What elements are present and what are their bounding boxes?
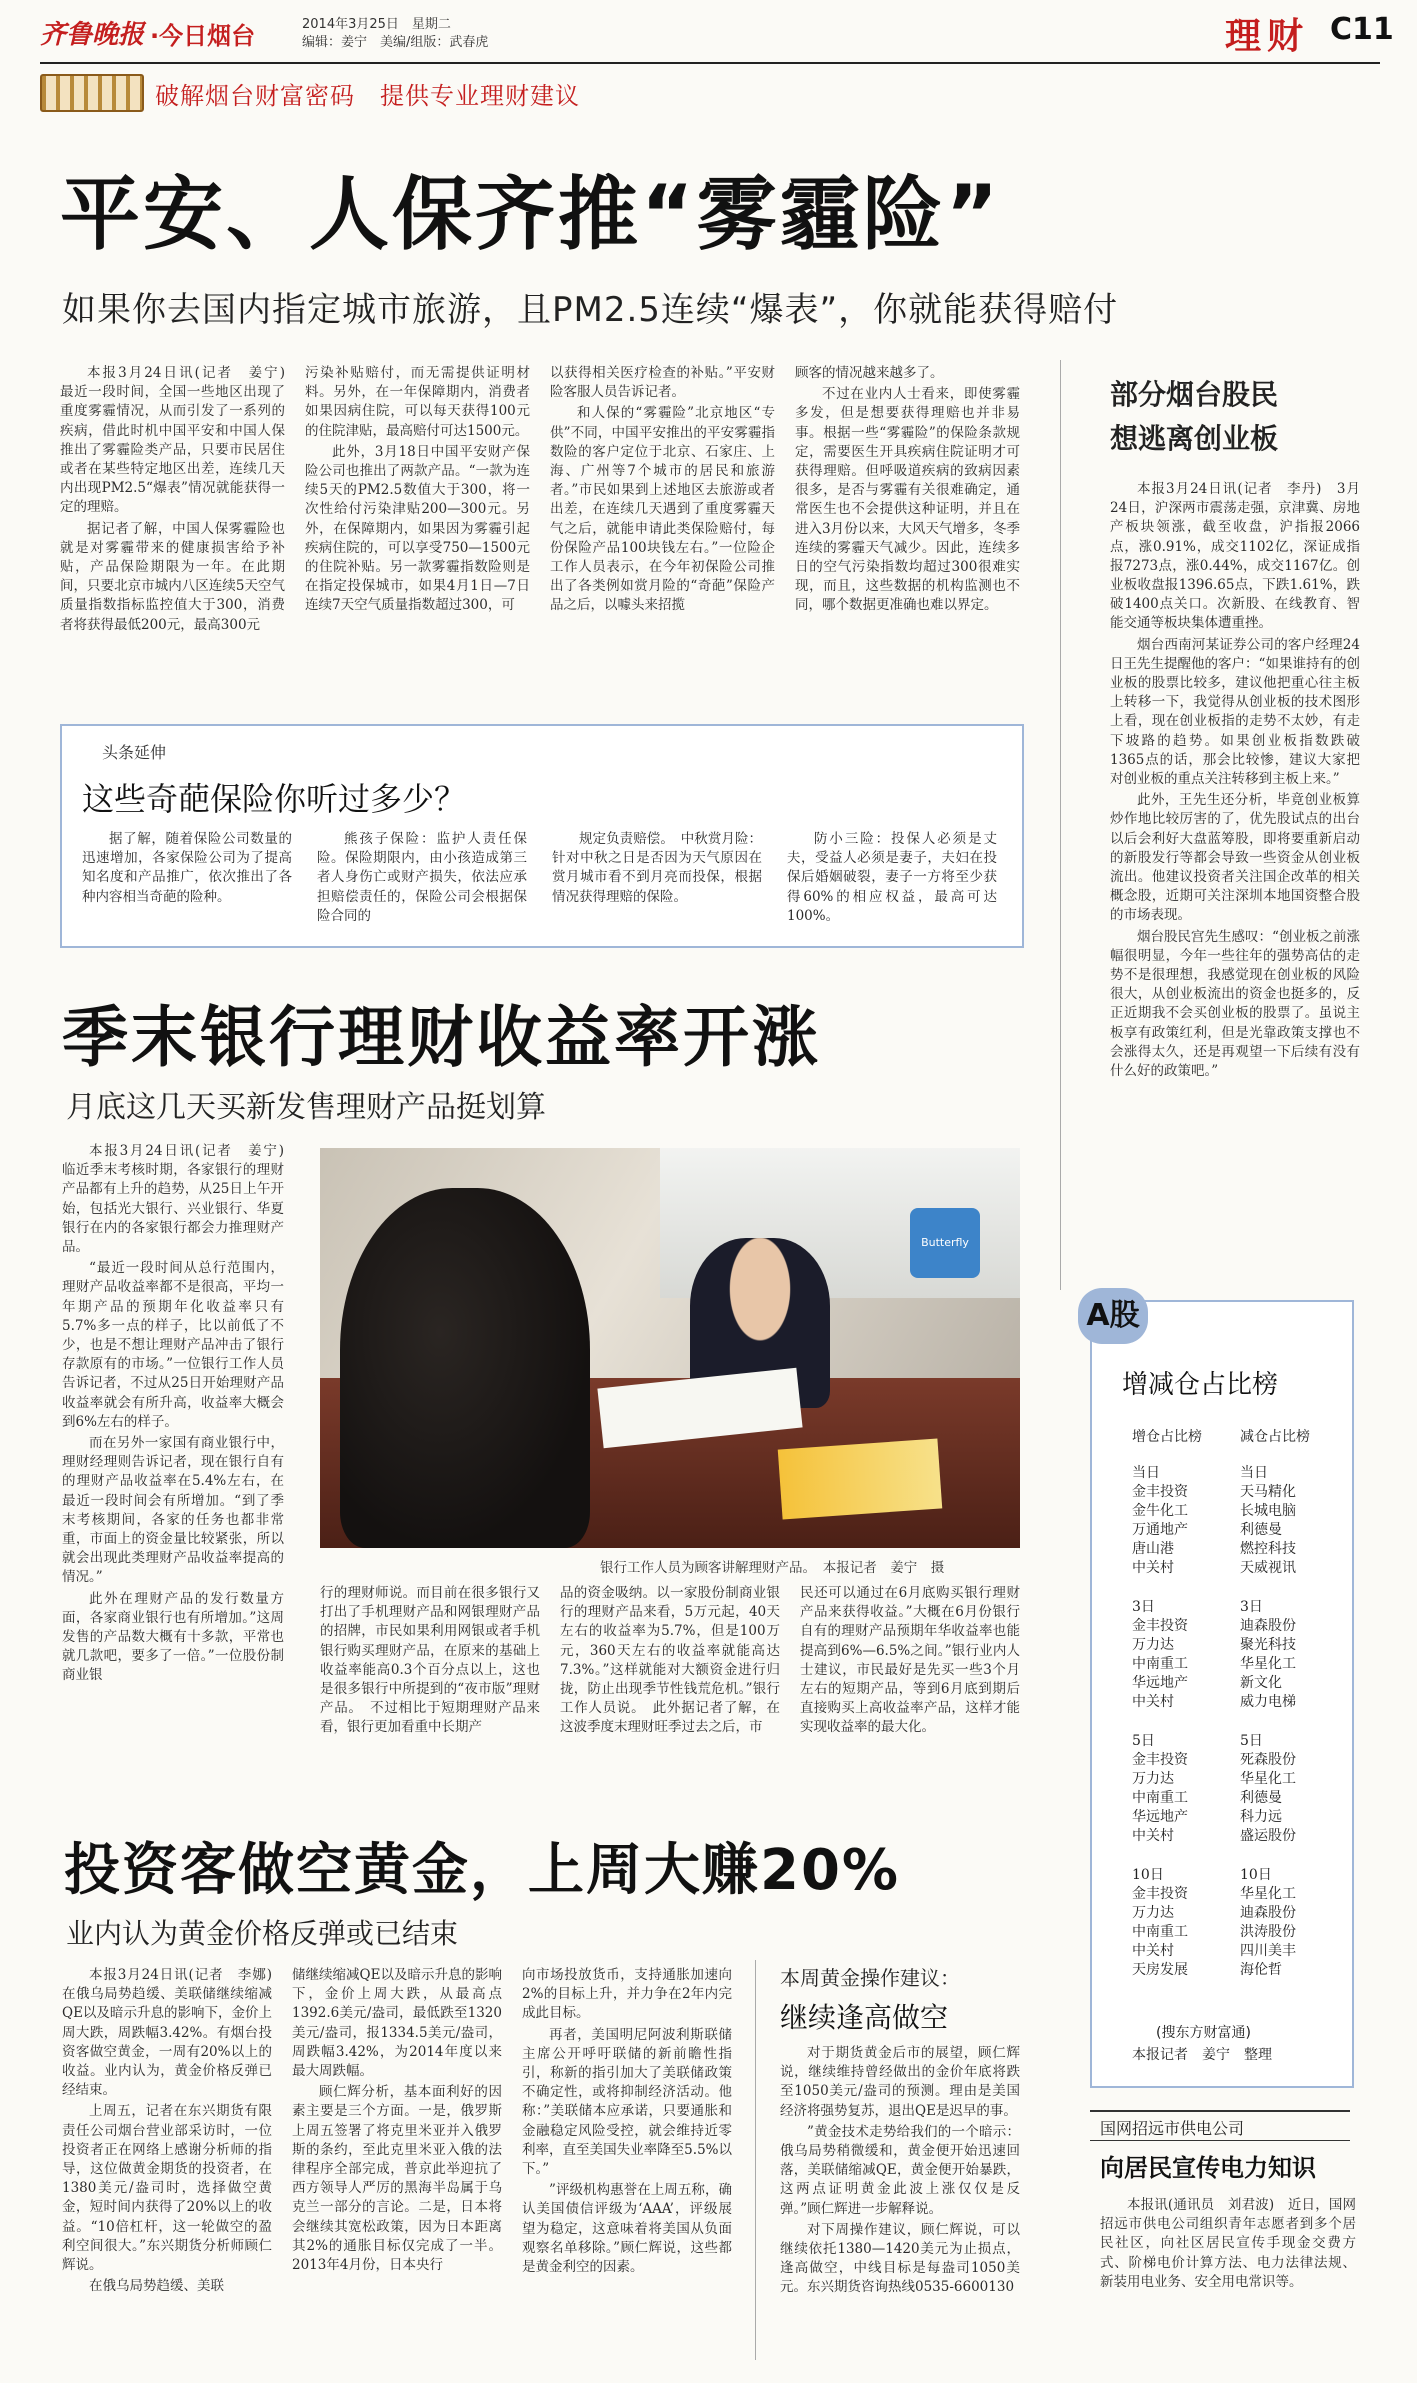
box-para: 据了解，随着保险公司数量的迅速增加，各家保险公司为了提高知名度和产品推广，依次推出了各种内容相当奇葩的险种。	[82, 831, 292, 905]
power-title: 向居民宣传电力知识	[1100, 2154, 1316, 2182]
article1-para: 据记者了解，中国人保雾霾险也就是对雾霾带来的健康损害给予补贴，产品保险期限为一年。在此期间，只要北京市城内八区连续5天空气质量指数指标监控值大于300，消费者将获得最低200元，最高300元	[60, 520, 285, 633]
box-para: 防小三险：投保人必须是丈夫，受益人必须是妻子，夫妇在投保后婚姻破裂，妻子一方将至少获得60%的相应权益，最高可达100%。	[787, 831, 997, 924]
dec-head: 减仓占比榜	[1240, 1429, 1310, 1445]
stock-name: 聚光科技	[1240, 1637, 1296, 1653]
stock-name: 科力远	[1240, 1809, 1282, 1825]
article1-para: 以获得相关医疗检查的补贴。”平安财险客服人员告诉记者。	[550, 365, 775, 401]
box-tag: 头条延伸	[102, 743, 167, 762]
article3-para: 向市场投放货币，支持通胀加速向2%的目标上升，并力争在2年内完成此目标。	[522, 1967, 732, 2022]
abacus-icon	[40, 74, 144, 112]
article2-para: 品的资金吸纳。以一家股份制商业银行的理财产品来看，5万元起，40天左右的收益率为5.7%，但是100万元，360天左右的收益率就能高达7.3%。”这样就能对大额资金进行归拢，防止出现季节性钱荒危机。”银行工作人员说。 此外据记者了解，在这波季度末理财旺季过去之后，市	[560, 1585, 780, 1736]
article2-col-4	[800, 1584, 1020, 1782]
article2-para: 此外在理财产品的发行数量方面，各家商业银行也有所增加。”这周发售的产品数大概有十多款，平常也就几款吧，要多了一倍。”一位股份制商业银	[62, 1590, 284, 1684]
group-day-inc: 5日	[1132, 1733, 1155, 1749]
gold-side-text	[780, 2044, 1020, 2364]
article3-subtitle: 业内认为黄金价格反弹或已结束	[66, 1917, 459, 1950]
stock-name: 唐山港	[1132, 1541, 1174, 1557]
article1-title: 平安、人保齐推“雾霾险”	[60, 168, 1002, 261]
stock-name: 四川美丰	[1240, 1943, 1296, 1959]
stock-name: 华远地产	[1132, 1809, 1188, 1825]
group-day-inc: 3日	[1132, 1599, 1155, 1615]
header-rule	[40, 62, 1380, 64]
side1-para: 本报3月24日讯(记者 李丹) 3月24日，沪深两市震荡走强，京津冀、房地产板块领涨，截至收盘，沪指报2066点，涨0.91%，成交1102亿，深证成指报7273点，涨0.44%，成交1167亿。创业板收盘报1396.65点，下跌1.61%，跌破1400点关口。次新股、在线教育、智能交通等板块集体遭重挫。	[1110, 481, 1360, 632]
stock-name: 万力达	[1132, 1905, 1174, 1921]
article2-para: “最近一段时间从总行范围内，理财产品收益率都不是很高，平均一年期产品的预期年化收益率只有5.7%多一点的样子，比以前低了不少，也是不想让理财产品冲击了银行存款原有的市场。”一位银行工作人员告诉记者，不过从25日开始理财产品收益率就会有所升高，收益率大概会到6%左右的样子。	[62, 1260, 284, 1430]
gold-side-divider	[755, 1960, 756, 2360]
photo-brochure	[778, 1439, 942, 1520]
article3-col-1	[62, 1966, 286, 2366]
group-day-dec: 3日	[1240, 1599, 1263, 1615]
edition-name: ·今日烟台	[150, 22, 256, 50]
stock-name: 中南重工	[1132, 1656, 1188, 1672]
odd-insurance-box	[60, 724, 1024, 948]
a-share-box	[1086, 1298, 1354, 2088]
article1-subtitle: 如果你去国内指定城市旅游，且PM2.5连续“爆表”，你就能获得赔付	[62, 290, 1119, 330]
stock-group	[1132, 1732, 1342, 1866]
section-name: 理财	[1225, 16, 1310, 57]
stock-name: 中南重工	[1132, 1924, 1188, 1940]
stock-name: 天威视讯	[1240, 1560, 1296, 1576]
bank-photo	[320, 1148, 1020, 1548]
stock-name: 中关村	[1132, 1560, 1174, 1576]
stock-name: 金丰投资	[1132, 1618, 1188, 1634]
slogan-text: 破解烟台财富密码 提供专业理财建议	[155, 82, 580, 110]
gold-side-para: 对于期货黄金后市的展望，顾仁辉说，继续维持曾经做出的金价年底将跌至1050美元/盎司的预测。理由是美国经济将强势复苏，退出QE是迟早的事。	[780, 2045, 1020, 2119]
stock-name: 华星化工	[1240, 1886, 1296, 1902]
box-col-4	[787, 830, 997, 940]
a-share-title: 增减仓占比榜	[1122, 1370, 1279, 1400]
article2-para: 行的理财师说。而目前在很多银行又打出了手机理财产品和网银理财产品的招牌，市民如果利用网银或者手机银行购买理财产品，在原来的基础上收益率能高0.3个百分点以上，这也是很多银行中所提到的“夜市版”理财产品。 不过相比于短期理财产品来看，银行更加看重中长期产	[320, 1585, 540, 1736]
stock-name: 金丰投资	[1132, 1752, 1188, 1768]
article3-para: 在俄乌局势趋缓、美联	[89, 2278, 224, 2295]
gold-side-tag: 本周黄金操作建议：	[780, 1966, 960, 1990]
group-day-dec: 10日	[1240, 1867, 1272, 1883]
article3-para: 再者，美国明尼阿波利斯联储主席公开呼吁联储的新前瞻性指引，称新的指引加大了美联储政策不确定性，或将抑制经济活动。他称：”美联储本应承诺，只要通胀和金融稳定风险受控，就会维持近零利率，直至美国失业率降至5.5%以下。”	[522, 2026, 732, 2178]
a-share-reporter: 本报记者 姜宁 整理	[1132, 2047, 1272, 2063]
stock-name: 中关村	[1132, 1943, 1174, 1959]
article1-para: 此外，3月18日中国平安财产保险公司也推出了两款产品。“一款为连续5天的PM2.5数值大于300，将一次性给付污染津贴200—300元。另外，在保障期内，如果因为雾霾引起疾病住院的，可以享受750—1500元的住院补贴。另一款雾霾指数险则是在指定投保城市，如果4月1日—7日连续7天空气质量指数超过300，可	[305, 443, 530, 614]
stock-name: 洪涛股份	[1240, 1924, 1296, 1940]
stock-name: 金牛化工	[1132, 1503, 1188, 1519]
side1-title-line2: 想逃离创业板	[1110, 422, 1279, 455]
side1-para: 此外，王先生还分析，毕竟创业板算炒作地比较厉害的了，优先股试点的出台以后会利好大盘蓝筹股，即将要重新启动的新股发行等都会导致一些资金从创业板流出。他建议投资者关注国企改革的相关概念股，近期可关注深圳本地国资整合股的市场表现。	[1110, 792, 1360, 924]
article1-para: 顾客的情况越来越多了。	[795, 365, 944, 381]
stock-name: 华星化工	[1240, 1771, 1296, 1787]
stock-name: 死森股份	[1240, 1752, 1296, 1768]
article1-col-3	[550, 364, 775, 712]
box-title: 这些奇葩保险你听过多少？	[82, 780, 467, 818]
power-tag: 国网招远市供电公司	[1100, 2119, 1245, 2138]
article3-para: 储继续缩减QE以及暗示升息的影响下，金价上周大跌，从最高点1392.6美元/盎司，最低跌至1320美元/盎司，报1334.5美元/盎司，周跌幅3.42%，为2014年度以来最大周跌幅。	[292, 1967, 502, 2080]
article3-title: 投资客做空黄金，上周大赚20%	[64, 1838, 901, 1903]
stock-name: 利德曼	[1240, 1790, 1282, 1806]
article1-para: 不过在业内人士看来，即使雾霾多发，但是想要获得理赔也并非易事。根据一些“雾霾险”的保险条款规定，需要医生开具疾病住院证明才可获得理赔。但呼吸道疾病的致病因素很多，是否与雾霾有关很难确定，通常医生也不会提供这种证明，并且在进入3月份以来，大风天气增多，冬季连续的雾霾天气减少。因此，连续多日的空气污染指数均超过300很难实现，而且，这些数据的机构监测也不同，哪个数据更准确也难以界定。	[795, 386, 1020, 614]
article2-col-3	[560, 1584, 780, 1782]
stock-name: 天马精化	[1240, 1484, 1296, 1500]
article3-para: 本报3月24日讯(记者 李娜) 在俄乌局势趋缓、美联储继续缩减QE以及暗示升息的影响下，金价上周大跌，周跌幅3.42%。有烟台投资客做空黄金，一周有20%以上的收益。业内认为，黄金价格反弹已经结束。	[62, 1967, 286, 2099]
a-share-source: (搜东方财富通)	[1156, 2025, 1251, 2041]
article2-title: 季末银行理财收益率开涨	[62, 999, 821, 1076]
side1-para: 烟台股民宫先生感叹：“创业板之前涨幅很明显，今年一些往年的强势高估的走势不是很理想，我感觉现在创业板的风险很大，从创业板流出的资金也挺多的，反正近期我不会买创业板的股票了。虽说主板享有政策红利，但是光靠政策支撑也不会涨得太久，还是再观望一下后续有没有什么好的政策吧。”	[1110, 928, 1360, 1080]
stock-name: 金丰投资	[1132, 1484, 1188, 1500]
article2-col-2	[320, 1584, 540, 1782]
stock-name: 中南重工	[1132, 1790, 1188, 1806]
stock-name: 燃控科技	[1240, 1541, 1296, 1557]
photo-sign: Butterfly	[910, 1208, 980, 1278]
group-day-dec: 当日	[1240, 1465, 1268, 1481]
stock-name: 利德曼	[1240, 1522, 1282, 1538]
stock-name: 华星化工	[1240, 1656, 1296, 1672]
stock-name: 万力达	[1132, 1771, 1174, 1787]
stock-name: 中关村	[1132, 1694, 1174, 1710]
stock-name: 威力电梯	[1240, 1694, 1296, 1710]
slogan-strip	[40, 72, 860, 112]
side-divider	[1060, 360, 1061, 1290]
masthead	[40, 6, 1394, 57]
stock-name: 中关村	[1132, 1828, 1174, 1844]
article3-col-2	[292, 1966, 502, 2366]
box-col-3	[552, 830, 762, 940]
article3-para: 顾仁辉分析，基本面利好的因素主要是三个方面。一是，俄罗斯上周五签署了将克里米亚并入俄罗斯的条约，至此克里米亚入俄的法律程序全部完成，普京此举迎抗了西方领导人严厉的黑海半岛属于乌克兰一部分的言论。二是，日本将会继续其宽松政策，因为日本距离其2%的通胀目标仅完成了一半。2013年4月份，日本央行	[292, 2084, 502, 2274]
group-day-dec: 5日	[1240, 1733, 1263, 1749]
article2-left-col	[62, 1142, 298, 1782]
article3-col-3	[522, 1966, 732, 2366]
article2-para: 民还可以通过在6月底购买银行理财产品来获得收益。”大概在6月份银行自有的理财产品预期年华收益率也能提高到6%—6.5%之间。”银行业内人士建议，市民最好是先买一些3个月左右的短期产品，等到6月底到期后直接购买上高收益率产品，这样才能实现收益率的最大化。	[800, 1585, 1020, 1736]
stock-name: 迪森股份	[1240, 1618, 1296, 1634]
article1-col-1	[60, 364, 299, 712]
power-para: 本报讯(通讯员 刘君波) 近日，国网招远市供电公司组织青年志愿者到多个居民社区，向社区居民宣传手现金交费方式、阶梯电价计算方法、电力法律法规、新装用电业务、安全用电常识等。	[1100, 2197, 1356, 2290]
inc-head: 增仓占比榜	[1132, 1429, 1202, 1445]
article2-subtitle: 月底这几天买新发售理财产品挺划算	[66, 1090, 546, 1125]
stock-name: 万力达	[1132, 1637, 1174, 1653]
group-day-inc: 10日	[1132, 1867, 1164, 1883]
stock-name: 万通地产	[1132, 1522, 1188, 1538]
stock-name: 迪森股份	[1240, 1905, 1296, 1921]
article1-para: 和人保的“雾霾险”北京地区“专供”不同，中国平安推出的平安雾霾指数险的客户定位于北京、石家庄、上海、广州等7个城市的居民和旅游者。”市民如果到上述地区去旅游或者出差，在连续几天遇到了重度雾霾天气之后，就能申请此类保险赔付，每份保险产品100块钱左右。”一位险企工作人员表示，在今年初保险公司推出了各类例如赏月险的“奇葩”保险产品之后，以噱头来招揽	[550, 405, 775, 614]
box-col-2	[317, 830, 527, 940]
box-para: 熊孩子保险：监护人责任保险。保险期限内，由小孩造成第三者人身伤亡或财产损失，依法应承担赔偿责任的，保险公司会根据保险合同的	[317, 831, 527, 924]
a-share-tag: A股	[1078, 1288, 1148, 1344]
stock-name: 新文化	[1240, 1675, 1282, 1691]
article1-col-2	[305, 364, 530, 712]
gold-side-title: 继续逢高做空	[780, 2001, 949, 2034]
article1-para: 本报3月24日讯(记者 姜宁) 最近一段时间，全国一些地区出现了重度雾霾情况，从而引发了一系列的疾病，借此时机中国平安和中国人保推出了雾霾险类产品，只要市民居住或者在某些特定地区出差，连续几天内出现PM2.5“爆表”情况就能获得一定的理赔。	[60, 365, 299, 516]
side1-title-line1: 部分烟台股民	[1110, 378, 1279, 411]
article2-para: 本报3月24日讯(记者 姜宁) 临近季末考核时期，各家银行的理财产品都有上升的趋势，从25日上午开始，包括光大银行、兴业银行、华夏银行在内的各家银行都会力推理财产品。	[62, 1143, 298, 1256]
article3-para: ”评级机构惠誉在上周五称，确认美国债信评级为‘AAA’，评级展望为稳定，这意味着将美国从负面观察名单移除。”顾仁辉说，这些都是黄金利空的因素。	[522, 2182, 732, 2276]
photo-customer-hair	[340, 1188, 590, 1548]
power-text	[1100, 2196, 1356, 2364]
stock-name: 金丰投资	[1132, 1886, 1188, 1902]
newspaper-brand: 齐鲁晚报	[40, 20, 145, 50]
editor-line: 编辑：姜宁 美编/组版：武春虎	[302, 35, 489, 50]
article3-para: 上周五，记者在东兴期货有限责任公司烟台营业部采访时，一位投资者正在网络上感谢分析师的指导，这位做黄金期货的投资者，在1380美元/盎司时，选择做空黄金，短时间内获得了20%以上的收益。“10倍杠杆，这一轮做空的盈利空间很大。”东兴期货分析师顾仁辉说。	[62, 2103, 272, 2274]
page-number: C11	[1330, 12, 1394, 47]
gold-side-para: ”黄金技术走势给我们的一个暗示：俄乌局势稍微缓和，黄金便开始迅速回落，美联储缩减QE，黄金便开始暴跌，这两点证明黄金此波上涨仅仅是反弹。”顾仁辉进一步解释说。	[780, 2123, 1020, 2217]
stock-lists	[1132, 1464, 1342, 2024]
stock-group	[1132, 1598, 1342, 1732]
gold-side-para: 对下周操作建议，顾仁辉说，可以继续依托1380—1420美元为止损点，逢高做空，中线目标是每盎司1050美元。东兴期货咨询热线0535-6600130	[780, 2221, 1020, 2296]
stock-name: 海伦哲	[1240, 1962, 1282, 1978]
stock-name: 长城电脑	[1240, 1503, 1296, 1519]
photo-caption: 银行工作人员为顾客讲解理财产品。 本报记者 姜宁 摄	[600, 1560, 945, 1576]
article1-col-4	[795, 364, 1020, 712]
stock-group	[1132, 1866, 1342, 2000]
box-para: 规定负责赔偿。 中秋赏月险：针对中秋之日是否因为天气原因在赏月城市看不到月亮而投保，根据情况获得理赔的保险。	[552, 831, 762, 905]
side1-text	[1110, 480, 1360, 1292]
article1-para: 污染补贴赔付，而无需提供证明材料。另外，在一年保障期内，消费者如果因病住院，可以每天获得100元的住院津贴，最高赔付可达1500元。	[305, 365, 530, 439]
stock-name: 天房发展	[1132, 1962, 1188, 1978]
article2-para: 而在另外一家国有商业银行中，理财经理则告诉记者，现在银行自有的理财产品收益率在5.4%左右，在最近一段时间会有所增加。“到了季末考核期间，各家的任务也都非常重，市面上的资金量比较紧张，所以就会出现此类理财产品收益率提高的情况。”	[62, 1435, 284, 1586]
side1-para: 烟台西南河某证券公司的客户经理24日王先生提醒他的客户：“如果谁持有的创业板的股票比较多，建议他把重心往主板上转移一下，我觉得从创业板的技术图形上看，现在创业板指的走势不太妙，有走下坡路的趋势。如果创业板指数跌破1365点的话，那会比较惨，建议大家把对创业板的重点关注转移到主板上来。”	[1110, 636, 1360, 788]
date-line: 2014年3月25日 星期二	[302, 17, 451, 32]
group-day-inc: 当日	[1132, 1465, 1160, 1481]
stock-name: 华远地产	[1132, 1675, 1188, 1691]
power-tag-box	[1090, 2110, 1350, 2141]
stock-group	[1132, 1464, 1342, 1598]
box-col-1	[82, 830, 292, 940]
stock-name: 盛运股份	[1240, 1828, 1296, 1844]
